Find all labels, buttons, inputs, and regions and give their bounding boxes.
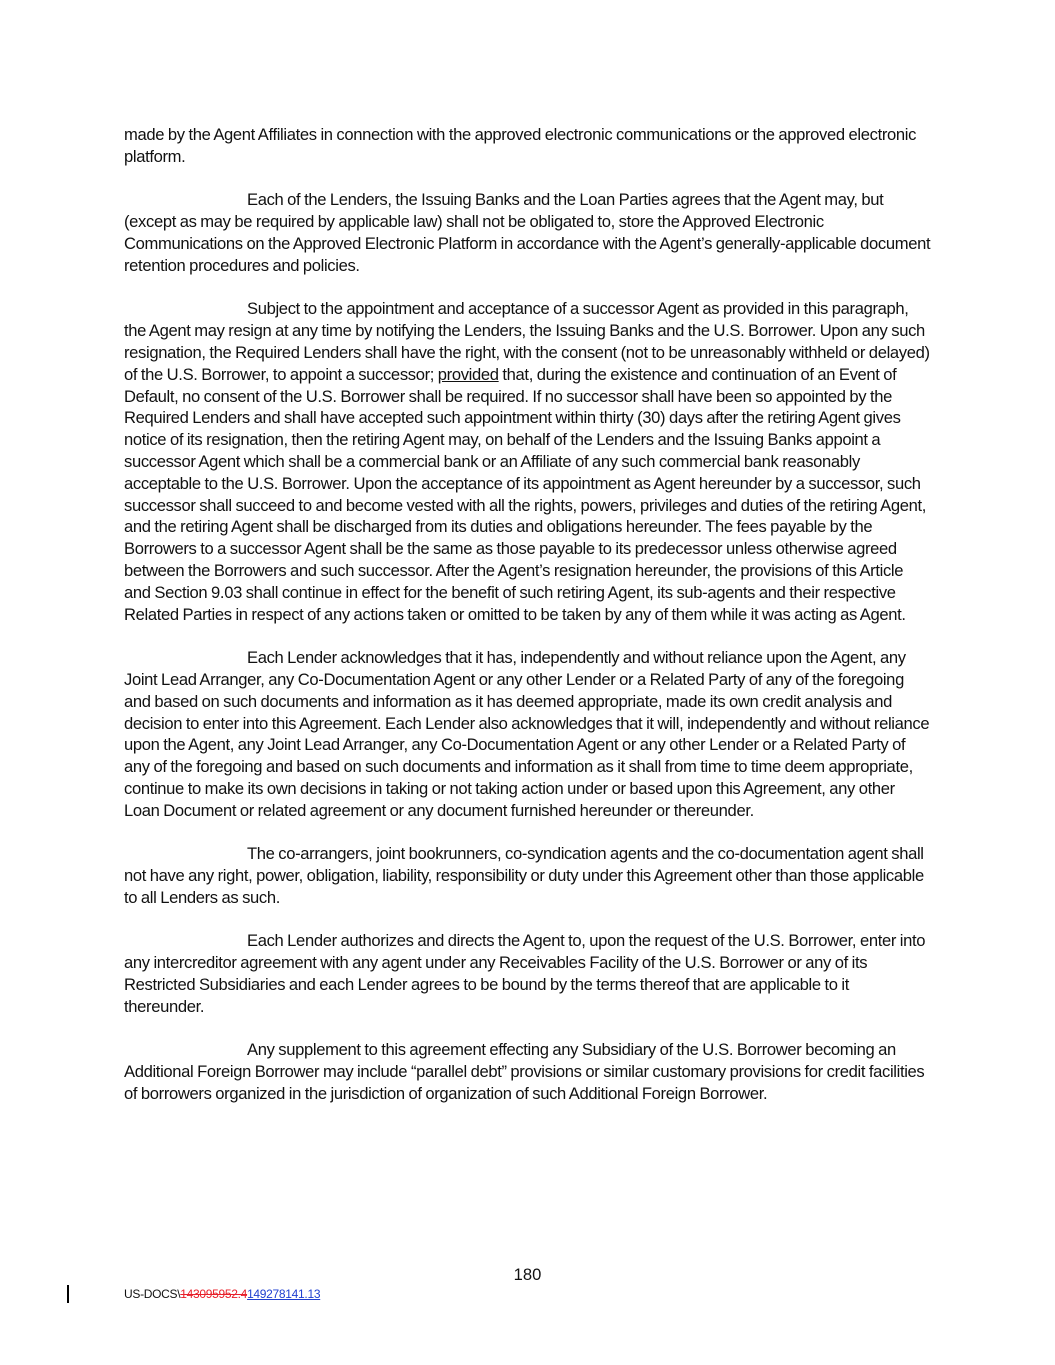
revision-change-bar xyxy=(67,1285,69,1303)
paragraph-agent-resignation xyxy=(124,298,932,625)
resignation-text-part-2: that, during the existence and continuation of an Event of Default, no consent of the U.S. Borrower shall be required. If no successor shall have been so appointed by the Required Lenders and shall have accepted such appointment within thirty (30) days after the retiring Agent gives notice of its resignation, then the retiring Agent may, on behalf of the Lenders and the Issuing Banks appoint a successor Agent which shall be a commercial bank or an Affiliate of any such commercial bank reasonably acceptable to the U.S. Borrower. Upon the acceptance of its appointment as Agent hereunder by a successor, such successor shall succeed to and become vested with all the rights, powers, privileges and duties of the retiring Agent, and the retiring Agent shall be discharged from its duties and obligations hereunder. The fees payable by the Borrowers to a successor Agent shall be the same as those payable to its predecessor unless otherwise agreed between the Borrowers and such successor. After the Agent’s resignation hereunder, the provisions of this Article and Section 9.03 shall continue in effect for the benefit of such retiring Agent, its sub-agents and their respective Related Parties in respect of any actions taken or omitted to be taken by any of them while it was acting as Agent. xyxy=(124,364,926,624)
deleted-doc-id: 143095952.4 xyxy=(180,1287,248,1301)
paragraph-parallel-debt: Any supplement to this agreement effecting any Subsidiary of the U.S. Borrower becoming an Additional Foreign Borrower may include “parallel debt” provisions or similar customary provisions for credit facilities of borrowers organized in the jurisdiction of organization of such Additional Foreign Borrower. xyxy=(124,1040,925,1104)
resignation-text-part-1: Subject to the appointment and acceptance of a successor Agent as provided in this paragraph, the Agent may resign at any time by notifying the Lenders, the Issuing Banks and the U.S. Borrower. Upon any such resignation, the Required Lenders shall have the right, with the consent (not to be unreasonably withheld or delayed) of the U.S. Borrower, to appoint a successor; xyxy=(124,299,930,384)
inserted-doc-id: 149278141.13 xyxy=(247,1287,321,1301)
provided-underlined-term: provided xyxy=(437,364,499,384)
paragraph-co-arrangers: The co-arrangers, joint bookrunners, co-syndication agents and the co-documentation agent shall not have any right, power, obligation, liability, responsibility or duty under this Agreement other than those applicable to all Lenders as such. xyxy=(124,844,924,907)
document-id-footer xyxy=(124,1286,320,1302)
doc-id-prefix: US-DOCS\ xyxy=(124,1287,181,1301)
paragraph-lender-acknowledgement: Each Lender acknowledges that it has, independently and without reliance upon the Agent, any Joint Lead Arranger, any Co-Documentation Agent or any other Lender or a Related Party of any of the foregoing and based on such documents and information as it has deemed appropriate, made its own credit analysis and decision to enter into this Agreement. Each Lender also acknowledges that it will, independently and without reliance upon the Agent, any Joint Lead Arranger, any Co-Documentation Agent or any other Lender or a Related Party of any of the foregoing and based on such documents and information as it shall from time to time deem appropriate, continue to make its own decisions in taking or not taking action under or based upon this Agreement, any other Loan Document or related agreement or any document furnished hereunder or thereunder. xyxy=(124,648,930,820)
paragraph-intercreditor-agreement: Each Lender authorizes and directs the Agent to, upon the request of the U.S. Borrower, enter into any intercreditor agreement with any agent under any Receivables Facility of the U.S. Borrower or any of its Restricted Subsidiaries and each Lender agrees to be bound by the terms thereof that are applicable to it thereunder. xyxy=(124,931,926,1016)
page-number: 180 xyxy=(513,1265,542,1284)
document-body xyxy=(124,124,932,1127)
paragraph-electronic-platform: made by the Agent Affiliates in connection with the approved electronic communications or the approved electronic platform. xyxy=(124,125,917,166)
paragraph-document-retention: Each of the Lenders, the Issuing Banks and the Loan Parties agrees that the Agent may, but (except as may be required by applicable law) shall not be obligated to, store the Approved Electronic Communications on the Approved Electronic Platform in accordance with the Agent’s generally-applicable document retention procedures and policies. xyxy=(124,190,931,275)
